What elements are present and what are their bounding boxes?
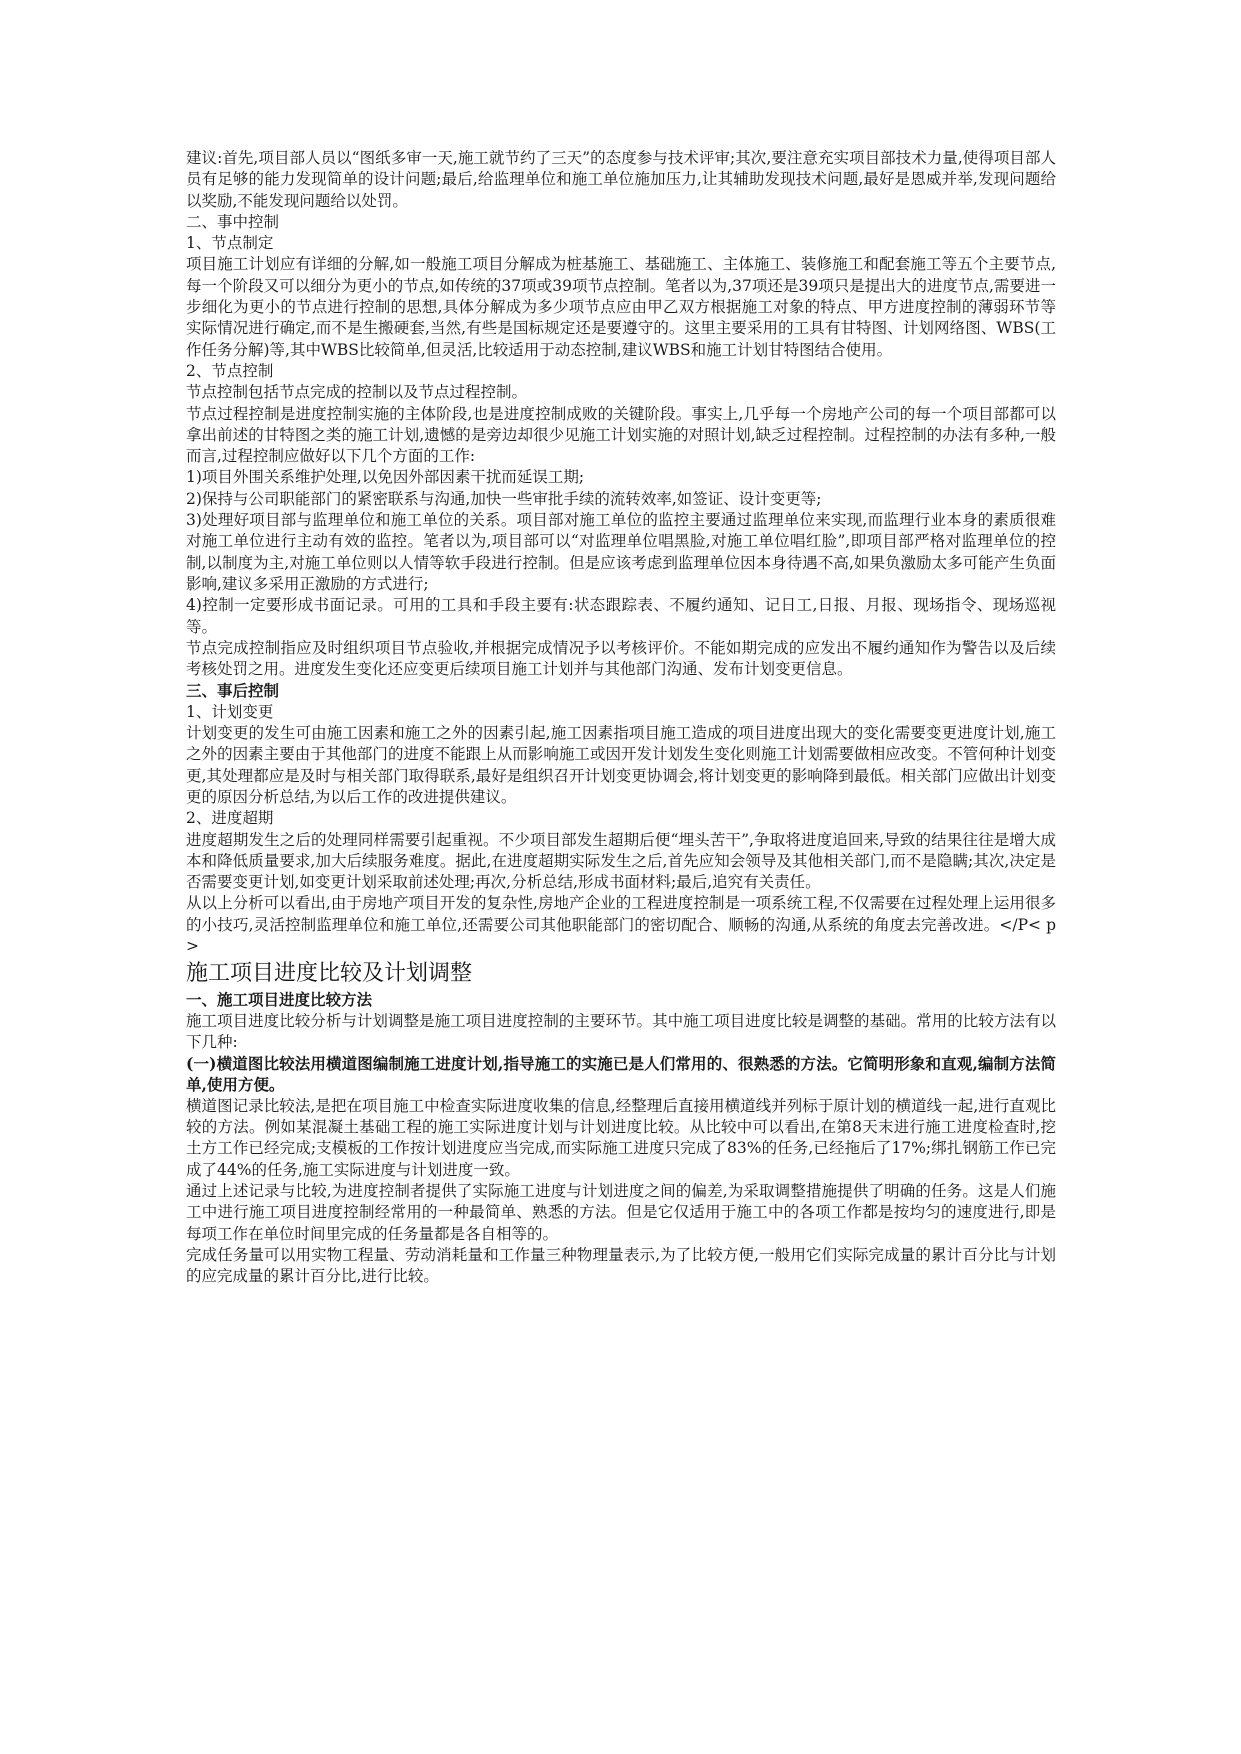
section-heading-comparison-methods: 一、施工项目进度比较方法	[186, 990, 373, 1010]
paragraph-task-quantity: 完成任务量可以用实物工程量、劳动消耗量和工作量三种物理量表示,为了比较方便,一般用它们实际完成量的累计百分比与计划的应完成量的累计百分比,进行比较。	[186, 1245, 1056, 1286]
subheading-overdue: 2、进度超期	[186, 809, 274, 828]
paragraph-node-setting: 项目施工计划应有详细的分解,如一般施工项目分解成为桩基施工、基础施工、主体施工、装修施工和配套施工等五个主要节点,每一个阶段又可以细分为更小的节点,如传统的37项或39项节点控制。笔者以为,37项还是39项只是提出大的进度节点,需要进一步细化为更小的节点进行控制的思想,具体分解成为多少项节点应由甲乙双方根据施工对象的特点、甲方进度控制的薄弱环节等实际情况进行确定,而不是生搬硬套,当然,有些是国标规定还是要遵守的。这里主要采用的工具有甘特图、计划网络图、WBS(工作任务分解)等,其中WBS比较简单,但灵活,比较适用于动态控制,建议WBS和施工计划甘特图结合使用。	[186, 255, 1056, 359]
subheading-node-setting: 1、节点制定	[186, 234, 274, 253]
paragraph-node-completion: 节点完成控制指应及时组织项目节点验收,并根据完成情况予以考核评价。不能如期完成的应发出不履约通知作为警告以及后续考核处罚之用。进度发生变化还应变更后续项目施工计划并与其他部门沟通、发布计划变更信息。	[186, 638, 1056, 679]
list-item-2: 2)保持与公司职能部门的紧密联系与沟通,加快一些审批手续的流转效率,如签证、设计变更等;	[186, 489, 822, 508]
list-item-3: 3)处理好项目部与监理单位和施工单位的关系。项目部对施工单位的监控主要通过监理单位来实现,而监理行业本身的素质很难对施工单位进行主动有效的监控。笔者以为,项目部可以“对监理单位唱黑脸,对施工单位唱红脸”,即项目部严格对监理单位的控制,以制度为主,对施工单位则以人情等软手段进行控制。但是应该考虑到监理单位因本身待遇不高,如果负激励太多可能产生负面影响,建议多采用正激励的方式进行;	[186, 511, 1056, 593]
paragraph-node-control-intro: 节点控制包括节点完成的控制以及节点过程控制。	[186, 383, 528, 402]
paragraph-gantt-record: 横道图记录比较法,是把在项目施工中检查实际进度收集的信息,经整理后直接用横道线并列标于原计划的横道线一起,进行直观比较的方法。例如某混凝土基础工程的施工实际进度计划与计划进度比较。从比较中可以看出,在第8天末进行施工进度检查时,挖土方工作已经完成;支模板的工作按计划进度应当完成,而实际施工进度只完成了83%的任务,已经拖后了17%;绑扎钢筋工作已完成了44%的任务,施工实际进度与计划进度一致。	[186, 1096, 1056, 1179]
subheading-gantt-comparison: (一)横道图比较法用横道图编制施工进度计划,指导施工的实施已是人们常用的、很熟悉的方法。它简明形象和直观,编制方法简单,使用方便。	[186, 1054, 1056, 1095]
subheading-plan-change: 1、计划变更	[186, 702, 274, 721]
list-item-4: 4)控制一定要形成书面记录。可用的工具和手段主要有:状态跟踪表、不履约通知、记日工,日报、月报、现场指令、现场巡视等。	[186, 596, 1056, 636]
paragraph-overdue: 进度超期发生之后的处理同样需要引起重视。不少项目部发生超期后便“埋头苦干”,争取将进度追回来,导致的结果往往是增大成本和降低质量要求,加大后续服务难度。据此,在进度超期实际发生之后,首先应知会领导及其他相关部门,而不是隐瞒;其次,决定是否需要变更计划,如变更计划采取前述处理;再次,分析总结,形成书面材料;最后,追究有关责任。	[186, 830, 1056, 892]
paragraph-process-control: 节点过程控制是进度控制实施的主体阶段,也是进度控制成败的关键阶段。事实上,几乎每一个房地产公司的每一个项目部都可以拿出前述的甘特图之类的施工计划,遗憾的是旁边却很少见施工计划实施的对照计划,缺乏过程控制。过程控制的办法有多种,一般而言,过程控制应做好以下几个方面的工作:	[186, 404, 1056, 466]
document-page	[186, 148, 1056, 1287]
paragraph-suggestion: 建议:首先,项目部人员以“图纸多审一天,施工就节约了三天”的态度参与技术评审;其次,要注意充实项目部技术力量,使得项目部人员有足够的能力发现简单的设计问题;最后,给监理单位和施工单位施加压力,让其辅助发现技术问题,最好是恩威并举,发现问题给以奖励,不能发现问题给以处罚。	[186, 149, 1056, 210]
subheading-node-control: 2、节点控制	[186, 361, 274, 380]
article-title: 施工项目进度比较及计划调整	[186, 961, 473, 987]
paragraph-gantt-deviation: 通过上述记录与比较,为进度控制者提供了实际施工进度与计划进度之间的偏差,为采取调整措施提供了明确的任务。这是人们施工中进行施工项目进度控制经常用的一种最简单、熟悉的方法。但是它仅适用于施工中的各项工作都是按均匀的速度进行,即是每项工作在单位时间里完成的任务量都是各自相等的。	[186, 1181, 1056, 1243]
paragraph-comparison-intro: 施工项目进度比较分析与计划调整是施工项目进度控制的主要环节。其中施工项目进度比较是调整的基础。常用的比较方法有以下几种:	[186, 1011, 1056, 1051]
section-heading-in-process-control: 二、事中控制	[186, 212, 280, 231]
section-heading-post-control: 三、事后控制	[186, 681, 280, 701]
paragraph-plan-change: 计划变更的发生可由施工因素和施工之外的因素引起,施工因素指项目施工造成的项目进度出现大的变化需要变更进度计划,施工之外的因素主要由于其他部门的进度不能跟上从而影响施工或因开发计划发生变化则施工计划需要做相应改变。不管何种计划变更,其处理都应是及时与相关部门取得联系,最好是组织召开计划变更协调会,将计划变更的影响降到最低。相关部门应做出计划变更的原因分析总结,为以后工作的改进提供建议。	[186, 724, 1056, 806]
list-item-1: 1)项目外围关系维护处理,以免因外部因素干扰而延误工期;	[186, 468, 585, 487]
paragraph-conclusion: 从以上分析可以看出,由于房地产项目开发的复杂性,房地产企业的工程进度控制是一项系统工程,不仅需要在过程处理上运用很多的小技巧,灵活控制监理单位和施工单位,还需要公司其他职能部门的密切配合、顺畅的沟通,从系统的角度去完善改进。</P< p>	[186, 894, 1056, 955]
